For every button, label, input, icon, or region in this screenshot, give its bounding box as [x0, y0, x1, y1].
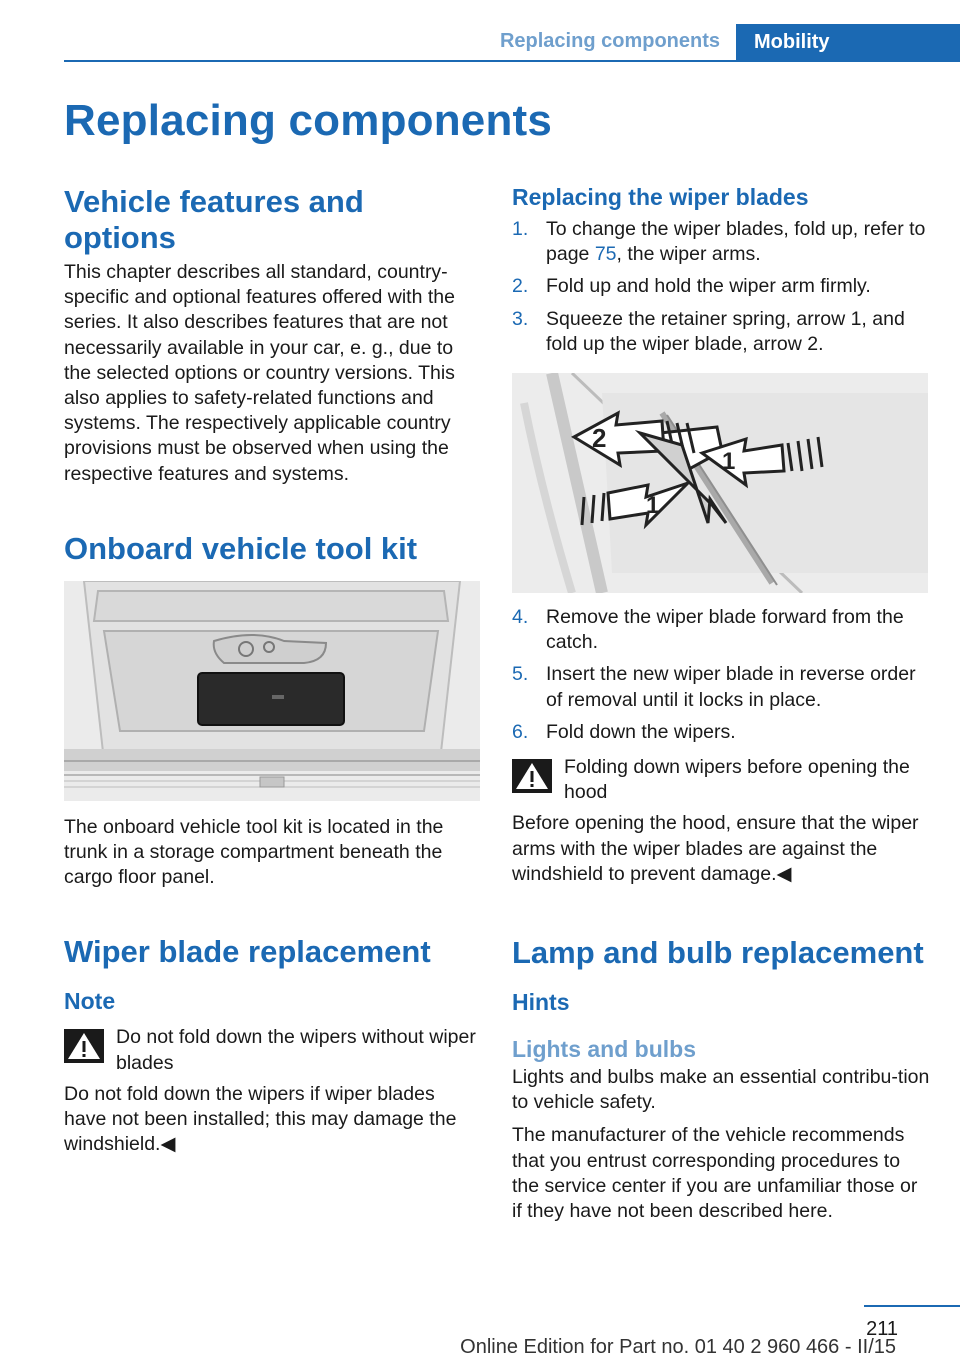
step-text: , the wiper arms.: [616, 243, 761, 266]
steps-list-a: [512, 217, 930, 357]
wiper-warning: [64, 1025, 480, 1075]
list-item: [512, 274, 930, 299]
arrow-2-label: 2: [592, 423, 607, 454]
toolkit-heading: Onboard vehicle tool kit: [64, 530, 418, 566]
step-text: To change the wiper blades, fold up, refer to page: [546, 218, 926, 266]
step-text: Squeeze the retainer spring, arrow 1, and fold up the wiper blade, arrow 2.: [546, 307, 905, 355]
toolkit-figure: [64, 581, 480, 801]
note-heading: Note: [64, 988, 116, 1015]
lights-bulbs-heading: Lights and bulbs: [512, 1036, 696, 1063]
header-chapter-tab: Mobility: [736, 24, 960, 61]
list-item: [512, 720, 930, 745]
step-text: Insert the new wiper blade in reverse order of removal until it locks in place.: [546, 663, 916, 711]
trunk-toolkit-illustration: [64, 581, 480, 801]
step-text: Fold up and hold the wiper arm firmly.: [546, 275, 871, 298]
page-reference-link[interactable]: 75: [594, 243, 617, 266]
hood-warning-body: Before opening the hood, ensure that the wiper arms with the wiper blades are against the windshield to prevent damage.◀: [512, 812, 919, 885]
step-number: 6.: [512, 720, 529, 743]
features-body: This chapter describes all standard, country-specific and optional features offered with the series. It also describes features that are not necessarily available in your car, e. g., due to the selected options or country versions. This also applies to safety-related functions and systems. The respectively applicable country provisions must be observed when using the respective features and systems.: [64, 261, 455, 485]
left-column: [64, 184, 480, 1157]
step-number: 1.: [512, 218, 529, 240]
footer-rule: [864, 1305, 960, 1307]
warning-triangle-icon: [64, 1029, 104, 1063]
list-item: [512, 307, 930, 357]
warning-triangle-icon: [512, 759, 552, 793]
wiper-figure: [512, 373, 928, 593]
toolkit-body: The onboard vehicle tool kit is located in the trunk in a storage compartment beneath the cargo floor panel.: [64, 815, 444, 889]
wiper-heading: Wiper blade replacement: [64, 934, 431, 970]
hood-warning: [512, 755, 930, 805]
replacing-heading: Replacing the wiper blades: [512, 184, 809, 210]
arrow-1-left-label: 1: [646, 492, 660, 520]
header-section-title: Replacing components: [499, 30, 720, 52]
lamp-para-2: The manufacturer of the vehicle recommends that you entrust corresponding procedures to the service center if you are unfamiliar those or if they have not been described here.: [512, 1124, 918, 1223]
wiper-warning-body: Do not fold down the wipers if wiper blades have not been installed; this may damage the windshield.◀: [64, 1082, 457, 1156]
arrow-1-right-label: 1: [722, 448, 736, 476]
lamp-heading: Lamp and bulb replacement: [512, 935, 924, 971]
steps-list-b: [512, 605, 930, 745]
lamp-para-1: Lights and bulbs make an essential contribu-tion to vehicle safety.: [512, 1066, 930, 1114]
features-heading: Vehicle features and options: [64, 184, 364, 255]
wiper-blade-illustration: [512, 373, 928, 593]
list-item: [512, 605, 930, 655]
step-number: 2.: [512, 275, 529, 298]
hood-warning-title: Folding down wipers before opening the hood: [564, 756, 910, 804]
step-text: Fold down the wipers.: [546, 720, 736, 743]
step-number: 4.: [512, 606, 529, 629]
step-number: 5.: [512, 663, 529, 686]
wiper-warning-title: Do not fold down the wipers without wiper blades: [116, 1026, 476, 1074]
step-number: 3.: [512, 307, 529, 330]
footer-edition: Online Edition for Part no. 01 40 2 960 466 - II/15: [460, 1336, 896, 1358]
page-number: 211: [866, 1318, 898, 1340]
header-rule: [64, 60, 960, 62]
list-item: [512, 217, 930, 267]
step-text: Remove the wiper blade forward from the catch.: [546, 606, 904, 654]
page-title: Replacing components: [64, 96, 553, 145]
list-item: [512, 662, 930, 712]
hints-heading: Hints: [512, 989, 570, 1016]
right-column: [512, 184, 930, 1224]
